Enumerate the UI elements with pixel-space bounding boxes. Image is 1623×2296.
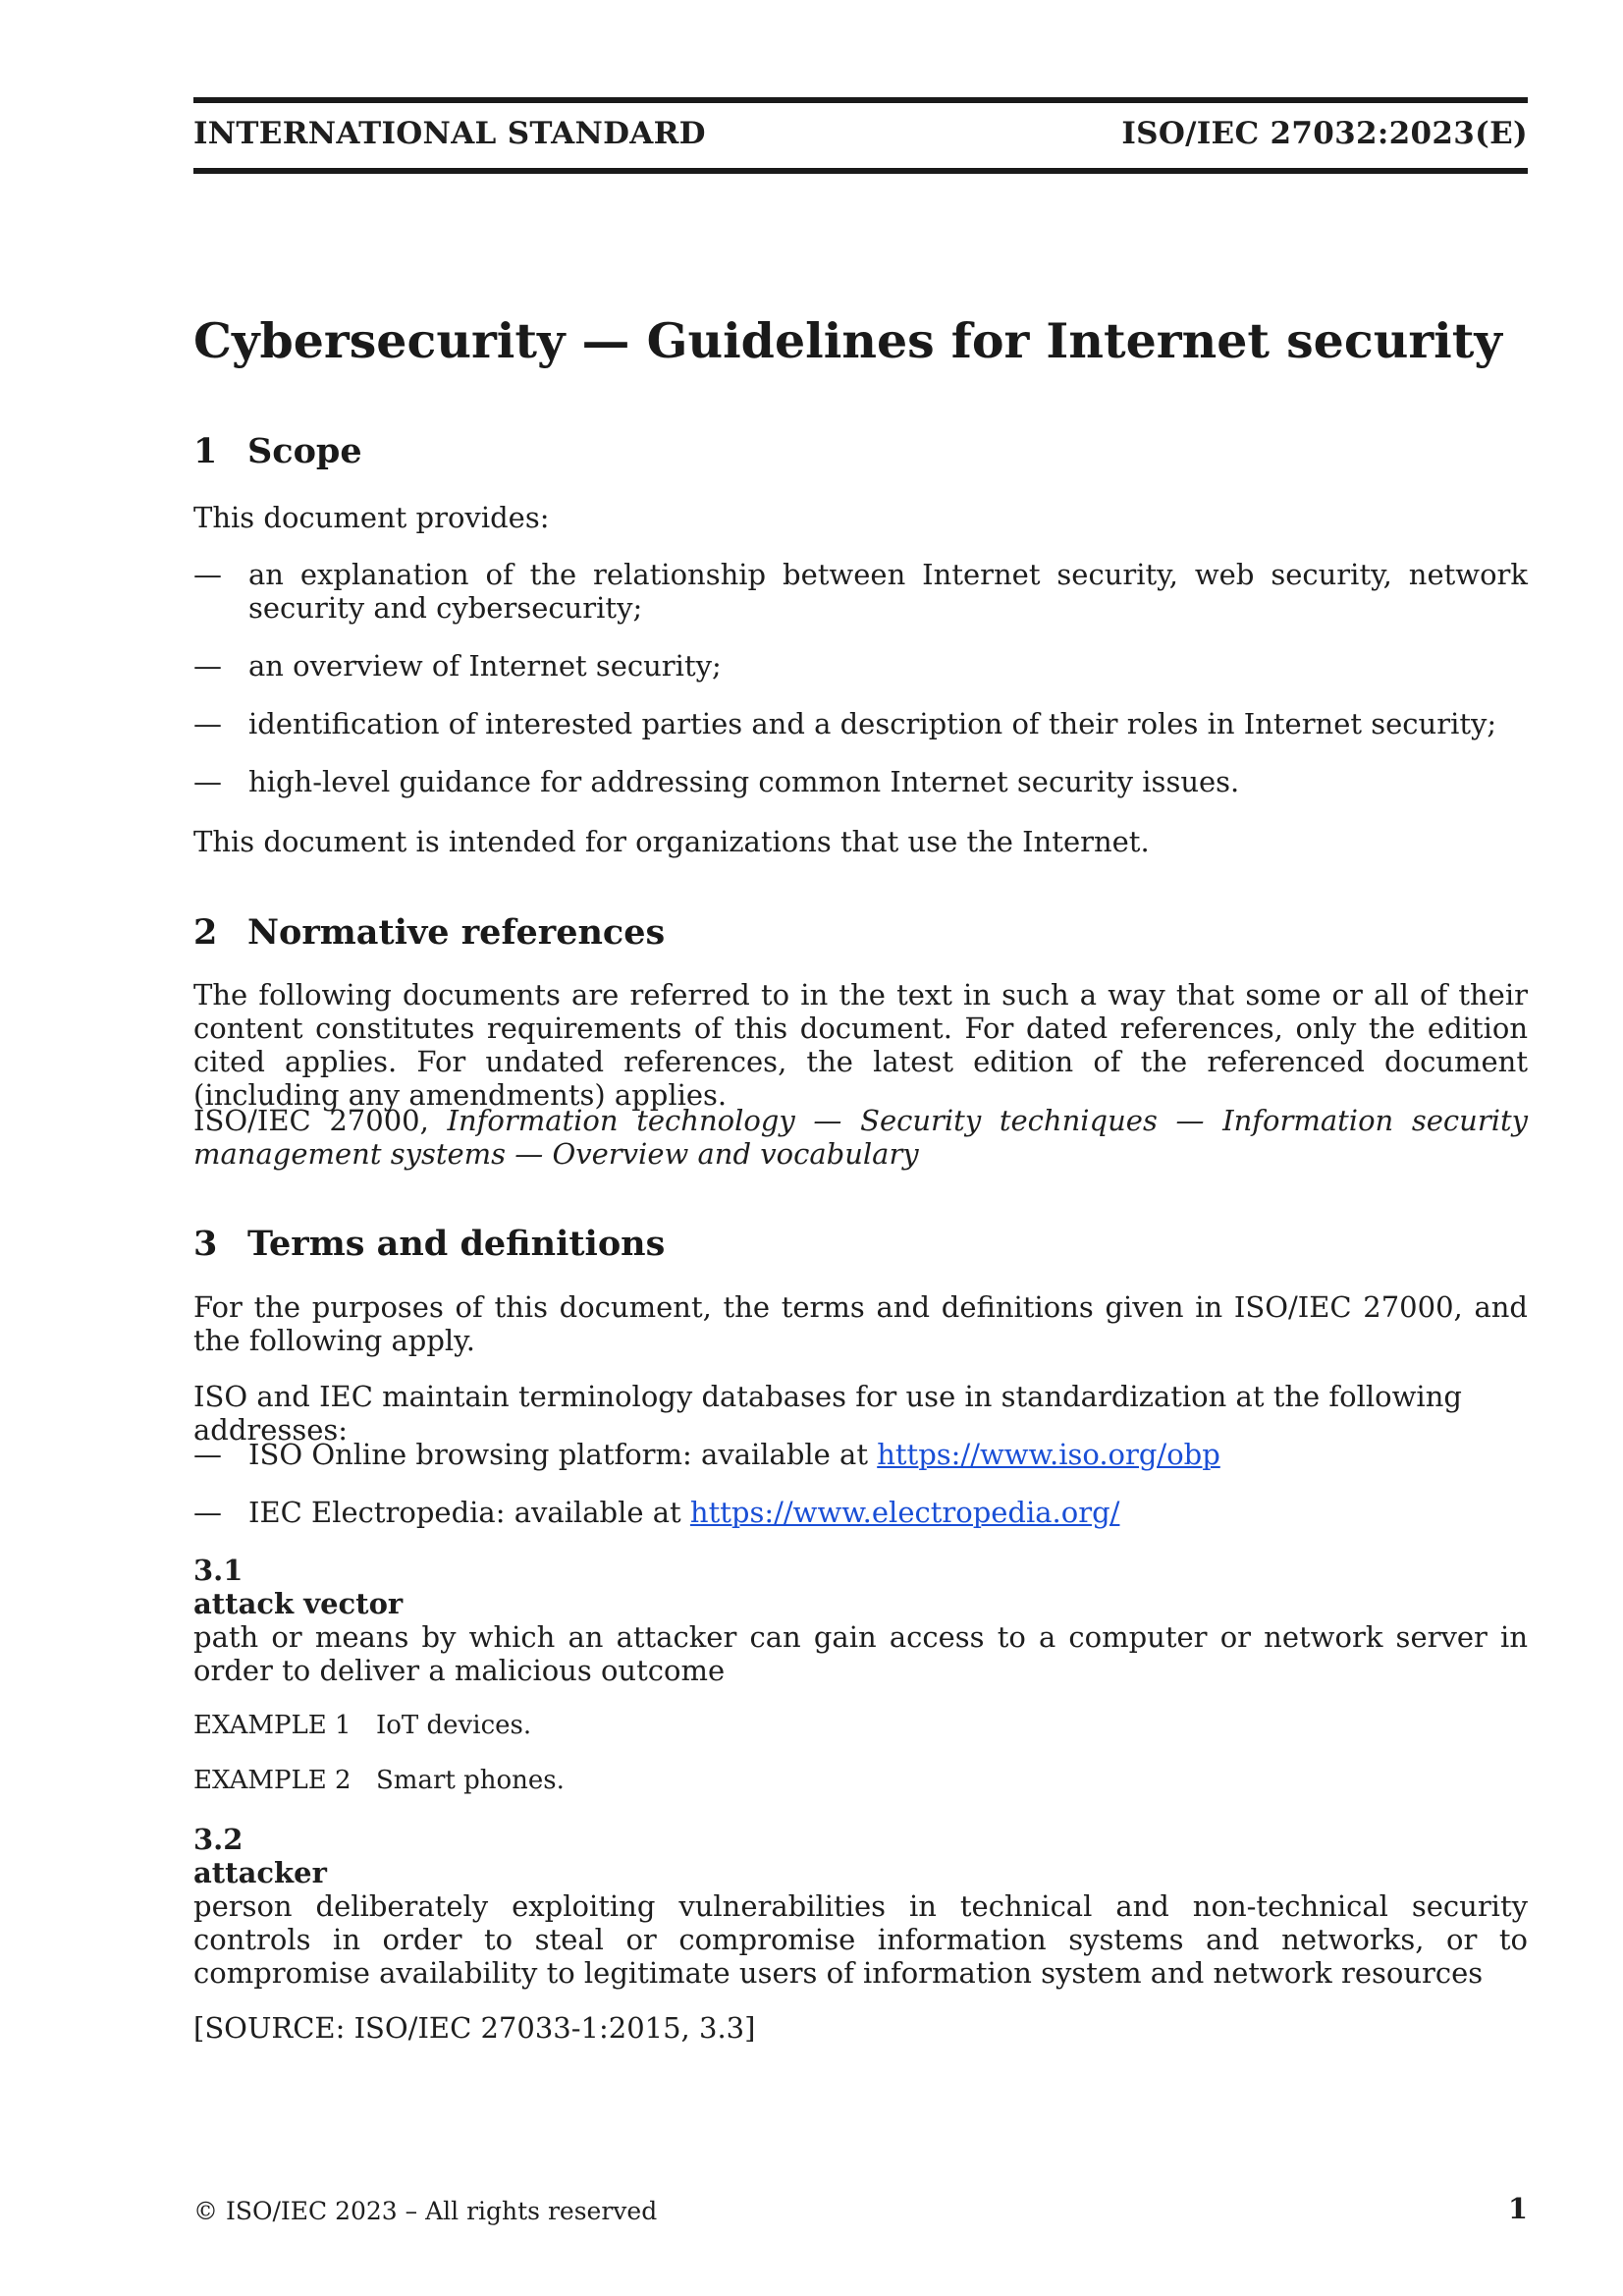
scope-intro: This document provides: bbox=[193, 501, 550, 534]
example bbox=[193, 1766, 565, 1795]
list-item-text: high-level guidance for addressing common Internet security issues. bbox=[248, 765, 1240, 798]
header-rule-top bbox=[193, 97, 1528, 103]
list-dash: — bbox=[193, 765, 222, 798]
list-dash: — bbox=[193, 707, 222, 740]
terms-paragraph-2: ISO and IEC maintain terminology databases for use in standardization at the following addresses: bbox=[193, 1380, 1462, 1447]
list-dash: — bbox=[193, 1438, 222, 1471]
term-source: [SOURCE: ISO/IEC 27033-1:2015, 3.3] bbox=[193, 2011, 756, 2045]
term-word: attacker bbox=[193, 1856, 327, 1889]
reference-id: ISO/IEC 27000, bbox=[193, 1104, 429, 1137]
iec-electropedia-link[interactable]: https://www.electropedia.org/ bbox=[689, 1496, 1120, 1529]
example-text: IoT devices. bbox=[376, 1711, 532, 1740]
list-dash: — bbox=[193, 649, 222, 683]
term-number: 3.1 bbox=[193, 1554, 243, 1587]
term-word: attack vector bbox=[193, 1587, 404, 1620]
normative-reference bbox=[193, 1104, 1528, 1171]
list-item-text: an explanation of the relationship between Internet security, web security, network security and cybersecurity; bbox=[248, 558, 1528, 625]
terms-paragraph-1: For the purposes of this document, the terms and definitions given in ISO/IEC 27000, and the following apply. bbox=[193, 1290, 1528, 1357]
section-number: 3 bbox=[193, 1224, 218, 1264]
iso-obp-link[interactable]: https://www.iso.org/obp bbox=[877, 1438, 1220, 1471]
example-label: EXAMPLE 2 bbox=[193, 1766, 352, 1795]
iec-label: IEC Electropedia: available at bbox=[248, 1496, 681, 1529]
footer-copyright: © ISO/IEC 2023 – All rights reserved bbox=[193, 2197, 658, 2225]
section-heading-terms-definitions bbox=[193, 1224, 665, 1264]
document-title: Cybersecurity — Guidelines for Internet security bbox=[193, 312, 1502, 369]
reference-title: Information technology — Security techniques — Information security management systems — Overview and vocabulary bbox=[193, 1104, 1529, 1171]
section-title: Terms and definitions bbox=[247, 1224, 666, 1264]
header-rule-bottom bbox=[193, 168, 1528, 174]
header-standard-type: INTERNATIONAL STANDARD bbox=[193, 116, 706, 151]
list-item-text bbox=[248, 1496, 1528, 1529]
obp-label: ISO Online browsing platform: available at bbox=[248, 1438, 868, 1471]
page-number: 1 bbox=[1507, 2192, 1528, 2225]
section-heading-normative-references bbox=[193, 912, 665, 953]
list-item-text: identification of interested parties and a description of their roles in Internet security; bbox=[248, 707, 1497, 740]
list-dash: — bbox=[193, 558, 222, 591]
term-number: 3.2 bbox=[193, 1823, 243, 1856]
list-item-text bbox=[248, 1438, 1528, 1471]
term-definition: person deliberately exploiting vulnerabilities in technical and non-technical security controls in order to steal or compromise information systems and networks, or to compromise availability to legitimate users of information system and network resources bbox=[193, 1889, 1528, 1990]
example bbox=[193, 1711, 531, 1740]
example-text: Smart phones. bbox=[376, 1766, 565, 1795]
section-title: Scope bbox=[247, 431, 362, 471]
example-label: EXAMPLE 1 bbox=[193, 1711, 352, 1740]
section-number: 1 bbox=[193, 431, 218, 471]
header-standard-id: ISO/IEC 27032:2023(E) bbox=[1121, 116, 1528, 151]
scope-outro: This document is intended for organizations that use the Internet. bbox=[193, 825, 1150, 858]
section-title: Normative references bbox=[247, 912, 666, 953]
section-number: 2 bbox=[193, 912, 218, 953]
section-heading-scope bbox=[193, 431, 362, 471]
normative-paragraph: The following documents are referred to in the text in such a way that some or all of their content constitutes requirements of this document. For dated references, only the edition cited applies. For undated references, the latest edition of the referenced document (including any amendments) applies. bbox=[193, 978, 1528, 1112]
list-dash: — bbox=[193, 1496, 222, 1529]
term-definition: path or means by which an attacker can gain access to a computer or network server in order to deliver a malicious outcome bbox=[193, 1620, 1528, 1687]
list-item-text: an overview of Internet security; bbox=[248, 649, 722, 683]
